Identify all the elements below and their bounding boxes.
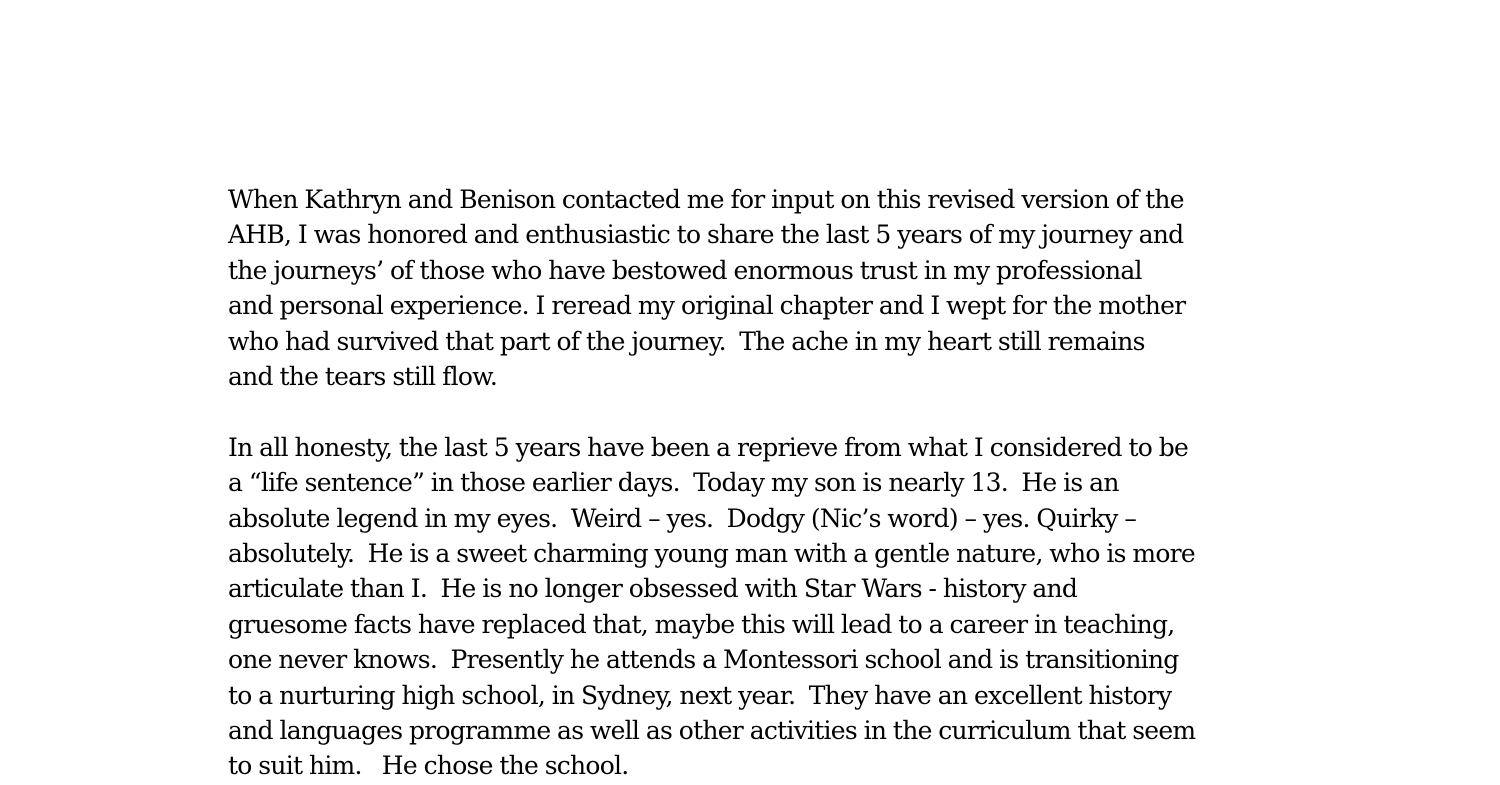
paragraph-line: AHB, I was honored and enthusiastic to share the last 5 years of my journey and — [228, 220, 1184, 250]
paragraph-line: absolutely. He is a sweet charming young man with a gentle nature, who is more — [228, 539, 1195, 569]
paragraph-line: to a nurturing high school, in Sydney, next year. They have an excellent history — [228, 680, 1172, 710]
paragraph-line: absolute legend in my eyes. Weird – yes. Dodgy (Nic’s word) – yes. Quirky – — [228, 503, 1137, 533]
paragraph-2 — [228, 430, 1288, 784]
paragraph-line: one never knows. Presently he attends a Montessori school and is transitioning — [228, 645, 1179, 675]
paragraph-line: gruesome facts have replaced that, maybe this will lead to a career in teaching, — [228, 609, 1175, 639]
paragraph-line: and languages programme as well as other activities in the curriculum that seem — [228, 716, 1196, 746]
paragraph-line: who had survived that part of the journey. The ache in my heart still remains — [228, 326, 1145, 356]
paragraph-line: and personal experience. I reread my original chapter and I wept for the mother — [228, 291, 1186, 321]
paragraph-line: When Kathryn and Benison contacted me for input on this revised version of the — [228, 185, 1184, 214]
paragraph-line: and the tears still flow. — [228, 362, 498, 392]
paragraph-line: In all honesty, the last 5 years have been a reprieve from what I considered to be — [228, 432, 1189, 462]
paragraph-line: a “life sentence” in those earlier days. Today my son is nearly 13. He is an — [228, 468, 1119, 498]
paragraph-line: to suit him. He chose the school. — [228, 751, 629, 781]
document-body — [228, 182, 1288, 784]
paragraph-line: articulate than I. He is no longer obsessed with Star Wars - history and — [228, 574, 1078, 604]
paragraph-line: the journeys’ of those who have bestowed enormous trust in my professional — [228, 255, 1142, 285]
paragraph-1 — [228, 182, 1288, 394]
